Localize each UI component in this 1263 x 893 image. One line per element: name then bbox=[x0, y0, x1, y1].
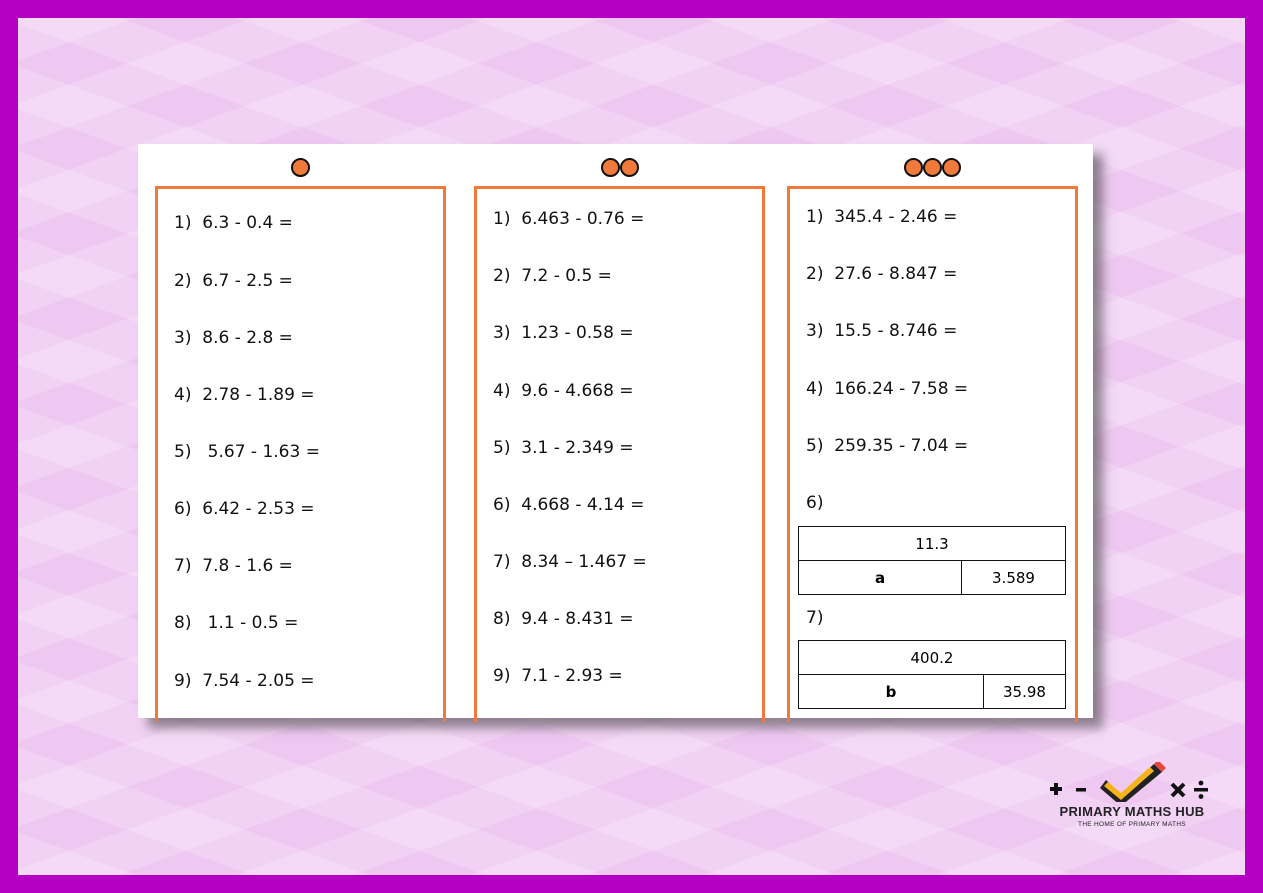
column-two-dots bbox=[474, 144, 765, 718]
divide-icon bbox=[1194, 781, 1208, 799]
bar-model-whole: 11.3 bbox=[799, 527, 1066, 561]
multiply-icon bbox=[1172, 784, 1184, 796]
question: 4) 166.24 - 7.58 = bbox=[806, 379, 969, 399]
question: 7) 7.8 - 1.6 = bbox=[174, 556, 293, 576]
logo-symbols bbox=[1046, 762, 1218, 802]
check-pencil-icon bbox=[1100, 762, 1166, 802]
question: 8) 9.4 - 8.431 = bbox=[493, 609, 634, 629]
difficulty-indicator bbox=[787, 158, 1078, 178]
question: 1) 345.4 - 2.46 = bbox=[806, 207, 958, 227]
question: 3) 1.23 - 0.58 = bbox=[493, 323, 634, 343]
question: 6) 6.42 - 2.53 = bbox=[174, 499, 315, 519]
difficulty-dot bbox=[904, 158, 923, 177]
primary-maths-hub-logo bbox=[1046, 754, 1218, 854]
question: 4) 9.6 - 4.668 = bbox=[493, 381, 634, 401]
bar-model bbox=[798, 526, 1066, 595]
difficulty-indicator bbox=[155, 158, 446, 178]
difficulty-dot bbox=[291, 158, 310, 177]
logo-title: PRIMARY MATHS HUB bbox=[1059, 804, 1205, 819]
background-canvas bbox=[18, 18, 1245, 875]
question: 5) 5.67 - 1.63 = bbox=[174, 442, 320, 462]
question: 2) 7.2 - 0.5 = bbox=[493, 266, 612, 286]
difficulty-dot bbox=[942, 158, 961, 177]
question: 2) 6.7 - 2.5 = bbox=[174, 271, 293, 291]
question: 1) 6.3 - 0.4 = bbox=[174, 213, 293, 233]
bar-model-whole: 400.2 bbox=[799, 641, 1066, 675]
column-one-dot bbox=[155, 144, 446, 718]
question: 3) 8.6 - 2.8 = bbox=[174, 328, 293, 348]
question: 9) 7.1 - 2.93 = bbox=[493, 666, 623, 686]
bar-model-part: 35.98 bbox=[984, 675, 1066, 709]
difficulty-dot bbox=[620, 158, 639, 177]
question: 5) 259.35 - 7.04 = bbox=[806, 436, 969, 456]
question: 7) bbox=[806, 608, 824, 628]
column-three-dots bbox=[787, 144, 1078, 718]
question: 3) 15.5 - 8.746 = bbox=[806, 321, 958, 341]
bar-model-unknown: b bbox=[799, 675, 984, 709]
question: 7) 8.34 – 1.467 = bbox=[493, 552, 647, 572]
difficulty-dot bbox=[923, 158, 942, 177]
question-box bbox=[474, 186, 765, 722]
plus-icon bbox=[1050, 783, 1062, 795]
logo-subtitle: THE HOME OF PRIMARY MATHS bbox=[1078, 821, 1186, 828]
question: 1) 6.463 - 0.76 = bbox=[493, 209, 645, 229]
bar-model bbox=[798, 640, 1066, 709]
difficulty-indicator bbox=[474, 158, 765, 178]
question: 6) 4.668 - 4.14 = bbox=[493, 495, 645, 515]
question: 5) 3.1 - 2.349 = bbox=[493, 438, 634, 458]
worksheet bbox=[138, 144, 1093, 718]
question: 6) bbox=[806, 493, 824, 513]
difficulty-dot bbox=[601, 158, 620, 177]
minus-icon bbox=[1076, 788, 1086, 792]
question: 2) 27.6 - 8.847 = bbox=[806, 264, 958, 284]
question: 8) 1.1 - 0.5 = bbox=[174, 613, 299, 633]
question-box bbox=[787, 186, 1078, 722]
bar-model-unknown: a bbox=[799, 561, 962, 595]
question-box bbox=[155, 186, 446, 722]
question: 4) 2.78 - 1.89 = bbox=[174, 385, 315, 405]
bar-model-part: 3.589 bbox=[962, 561, 1066, 595]
question: 9) 7.54 - 2.05 = bbox=[174, 671, 315, 691]
